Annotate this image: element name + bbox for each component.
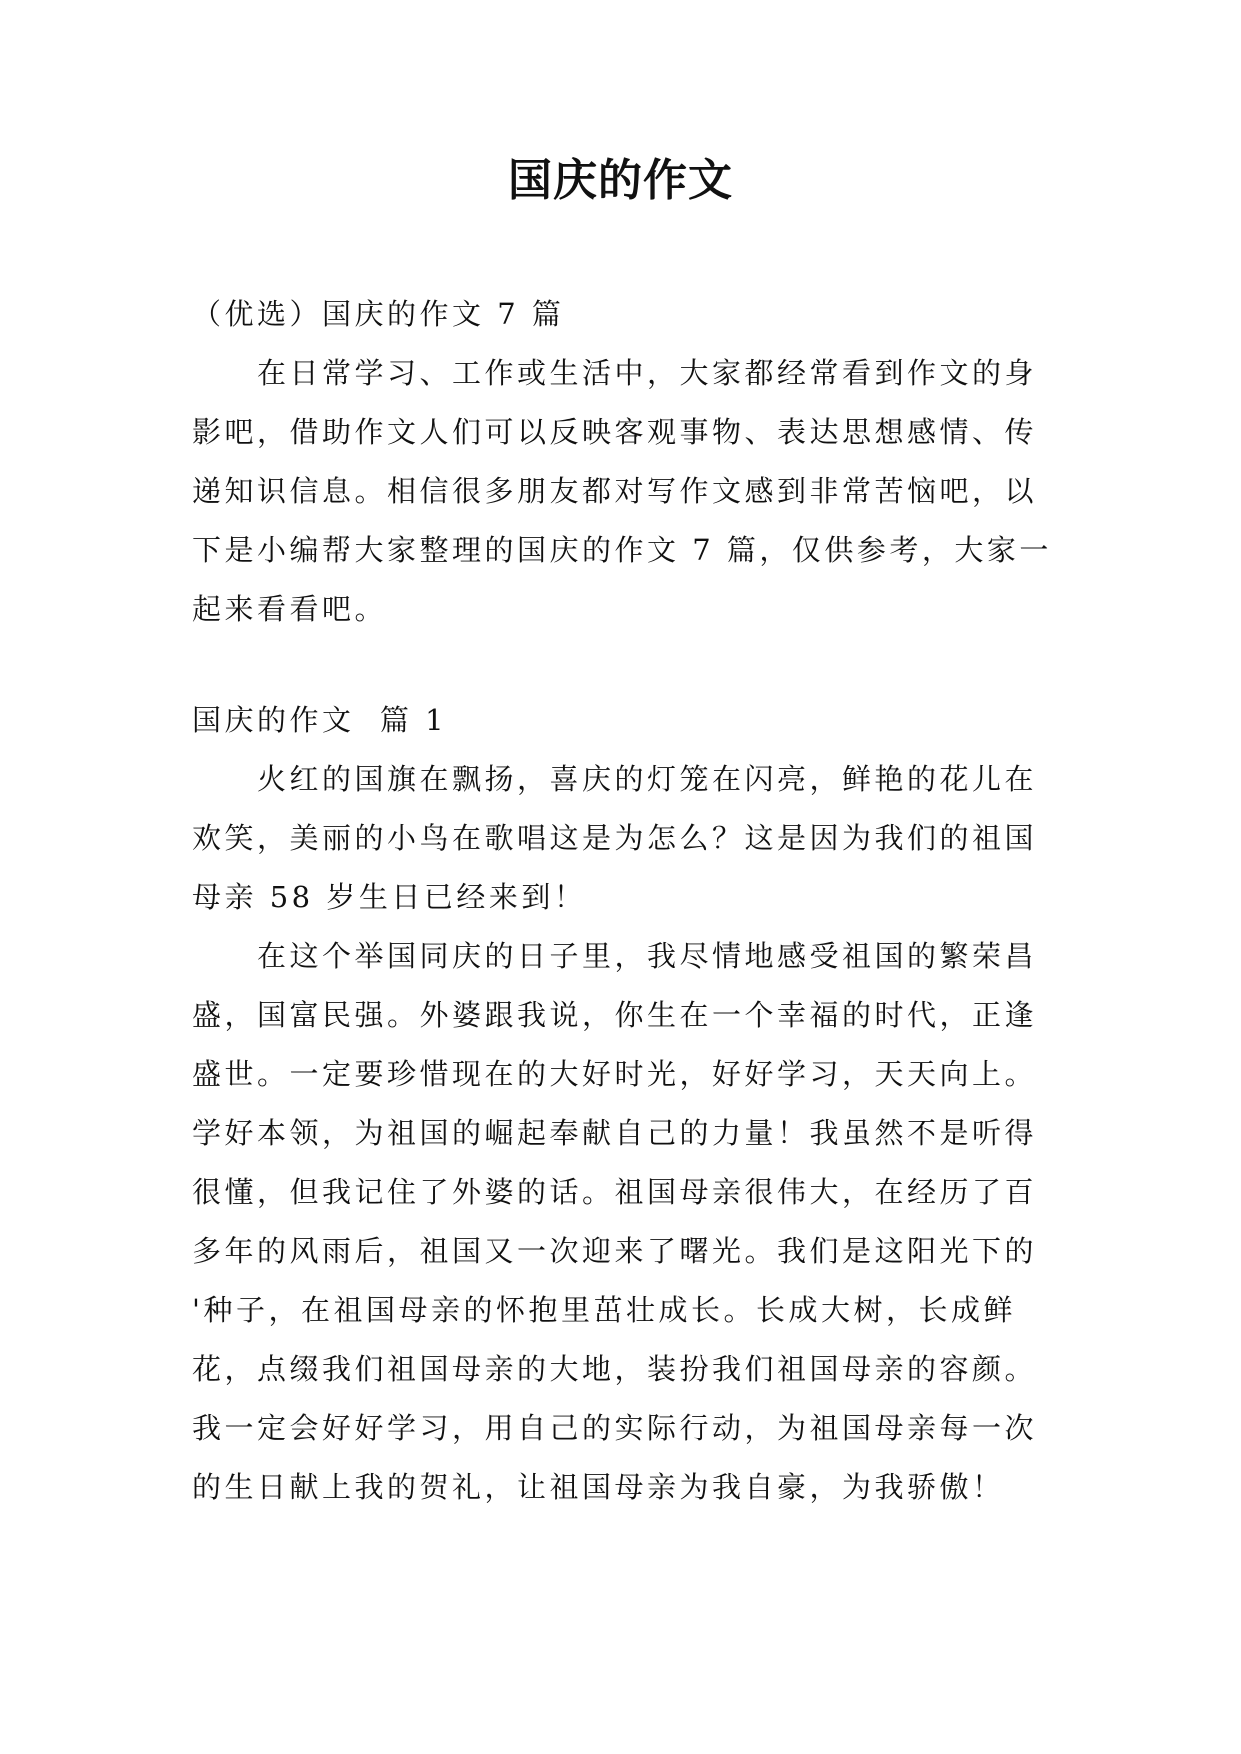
- intro-line: 在日常学习、工作或生活中，大家都经常看到作文的身: [257, 356, 1038, 390]
- intro-line: 下是小编帮大家整理的国庆的作文 7 篇，仅供参考，大家一: [192, 533, 1052, 567]
- paragraph2-line: '种子，在祖国母亲的怀抱里茁壮成长。长成大树，长成鲜: [192, 1293, 1016, 1327]
- paragraph2-line: 我一定会好好学习，用自己的实际行动，为祖国母亲每一次: [192, 1411, 1038, 1445]
- document-subtitle: [192, 285, 1054, 344]
- section-heading-text: 国庆的作文 篇 1: [192, 703, 448, 737]
- paragraph2-line: 盛，国富民强。外婆跟我说，你生在一个幸福的时代，正逢: [192, 998, 1038, 1032]
- paragraph2-line: 学好本领，为祖国的崛起奉献自己的力量！我虽然不是听得: [192, 1116, 1038, 1150]
- section-heading: [192, 691, 1054, 750]
- paragraph2-line: 花，点缀我们祖国母亲的大地，装扮我们祖国母亲的容颜。: [192, 1352, 1038, 1386]
- paragraph1-line: 火红的国旗在飘扬，喜庆的灯笼在闪亮，鲜艳的花儿在: [257, 762, 1038, 796]
- paragraph2-line: 多年的风雨后，祖国又一次迎来了曙光。我们是这阳光下的: [192, 1234, 1038, 1268]
- essay-body: [192, 750, 1054, 1517]
- intro-line: 递知识信息。相信很多朋友都对写作文感到非常苦恼吧，以: [192, 474, 1038, 508]
- intro-line: 起来看看吧。: [192, 592, 388, 626]
- paragraph2-line: 的生日献上我的贺礼，让祖国母亲为我自豪，为我骄傲！: [192, 1470, 1005, 1504]
- paragraph1-line: 母亲 58 岁生日已经来到！: [192, 880, 587, 914]
- paragraph2-line: 很懂，但我记住了外婆的话。祖国母亲很伟大，在经历了百: [192, 1175, 1038, 1209]
- subtitle-line: （优选）国庆的作文 7 篇: [192, 297, 565, 331]
- paragraph2-line: 盛世。一定要珍惜现在的大好时光，好好学习，天天向上。: [192, 1057, 1038, 1091]
- document-title: 国庆的作文: [508, 155, 733, 206]
- intro-line: 影吧，借助作文人们可以反映客观事物、表达思想感情、传: [192, 415, 1038, 449]
- paragraph2-line: 在这个举国同庆的日子里，我尽情地感受祖国的繁荣昌: [257, 939, 1038, 973]
- intro-paragraph: [192, 344, 1054, 639]
- paragraph1-line: 欢笑，美丽的小鸟在歌唱这是为怎么？这是因为我们的祖国: [192, 821, 1038, 855]
